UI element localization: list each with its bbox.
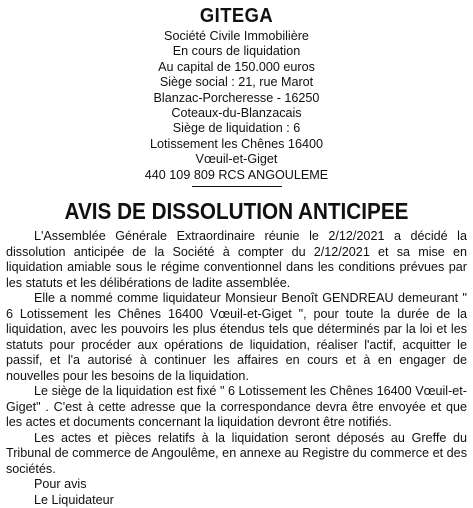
detail-line: Coteaux-du-Blanzacais [171,106,302,121]
company-name: GITEGA [199,5,274,27]
divider [192,186,282,187]
paragraph: Le siège de la liquidation est fixé " 6 Lotissement les Chênes 16400 Vœuil-et-Giget" . C'est à cette adresse que la correspondance devra être envoyée et que les actes et documents concernant la liquidation devront être notifiés. [6,384,467,430]
detail-line: 440 109 809 RCS ANGOULEME [144,167,329,182]
signoff-line: Pour avis [34,477,87,492]
detail-line: En cours de liquidation [172,44,301,59]
detail-line: Siège de liquidation : 6 [172,121,301,136]
company-details [4,29,469,183]
paragraph: Elle a nommé comme liquidateur Monsieur Benoît GENDREAU demeurant " 6 Lotissement les Chênes 16400 Vœuil-et-Giget ", pour toute la durée de la liquidation, avec les pouvoirs les plus étendus tels que déterminés par la loi et les statuts pour procéder aux opérations de liquidation, réaliser l'actif, acquitter le passif, et l'a autorisé à continuer les affaires en cours et à en engager de nouvelles pour les besoins de la liquidation. [6,291,467,383]
detail-line: Vœuil-et-Giget [195,152,278,167]
detail-line: Au capital de 150.000 euros [158,59,315,74]
paragraph: Les actes et pièces relatifs à la liquidation seront déposés au Greffe du Tribunal de commerce de Angoulême, en annexe au Registre du commerce et des sociétés. [6,430,467,476]
detail-line: Blanzac-Porcheresse - 16250 [153,90,320,105]
notice-body [4,229,469,477]
notice-title: AVIS DE DISSOLUTION ANTICIPEE [64,198,409,225]
signoff [4,477,469,508]
detail-line: Siège social : 21, rue Marot [159,75,314,90]
paragraph: L'Assemblée Générale Extraordinaire réunie le 2/12/2021 a décidé la dissolution anticipée de la Société à compter du 2/12/2021 et sa mise en liquidation amiable sous le régime conventionnel dans les conditions prévues par les statuts et les délibérations de ladite assemblée. [6,229,467,290]
detail-line: Lotissement les Chênes 16400 [150,136,323,151]
signoff-line: Le Liquidateur [34,492,114,507]
detail-line: Société Civile Immobilière [164,29,309,43]
